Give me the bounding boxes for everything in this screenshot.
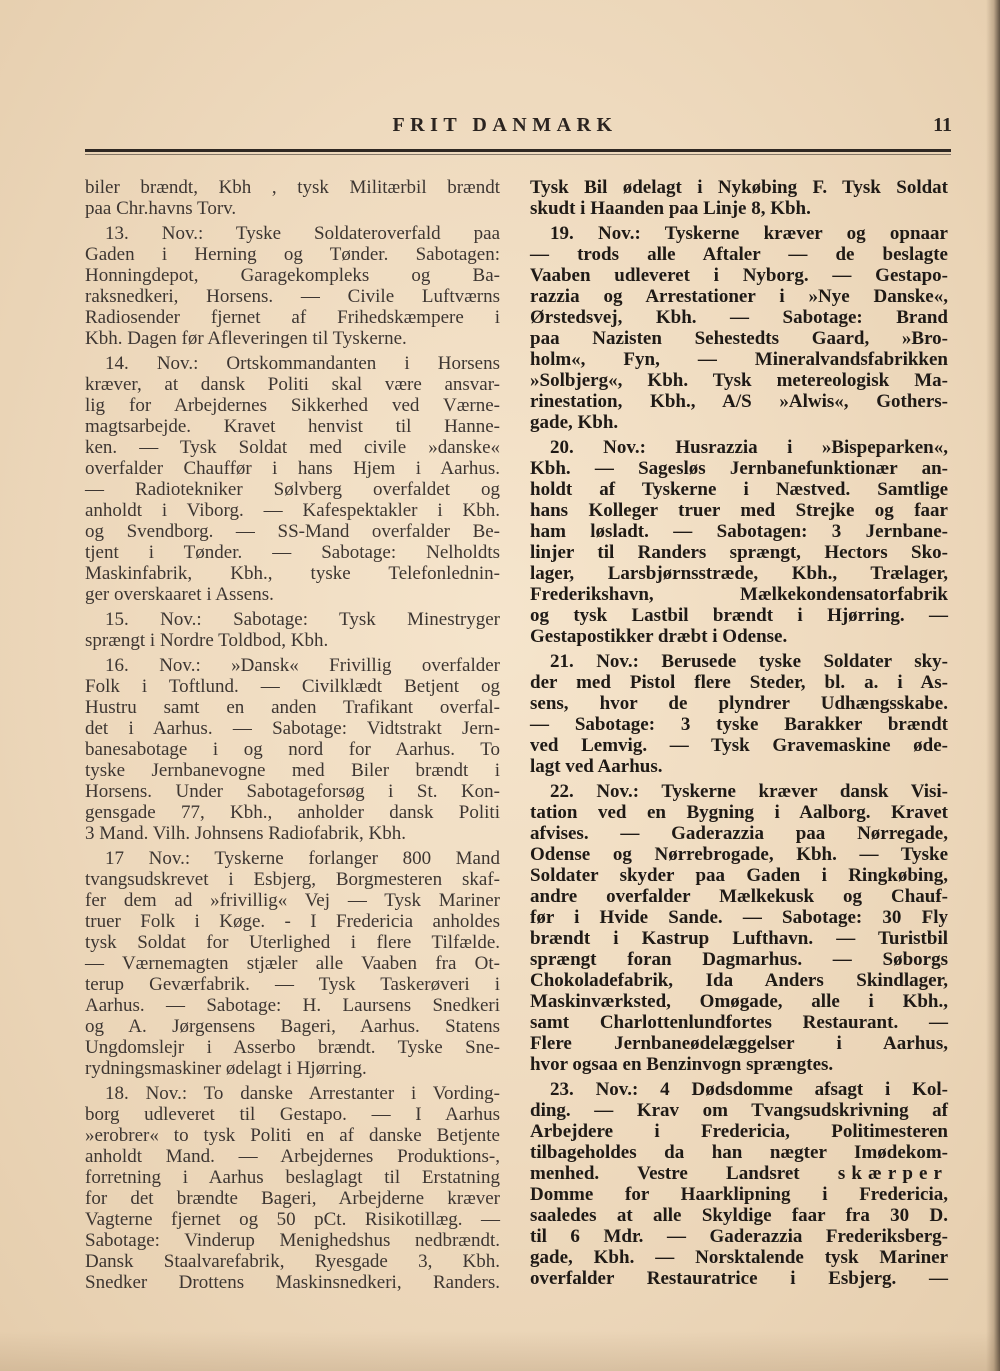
- news-paragraph: [530, 781, 948, 1075]
- news-paragraph: [85, 609, 500, 651]
- text-line: 15. Nov.: Sabotage: Tysk Minestryger: [105, 609, 500, 630]
- text-line: borg udleveret til Gestapo. — I Aarhus: [85, 1104, 500, 1125]
- text-line: [530, 1163, 948, 1184]
- text-line: Vagterne fjernet og 50 pCt. Risikotillæg. —: [85, 1209, 500, 1230]
- news-paragraph: [85, 223, 500, 349]
- text-line: Kbh. — Sagesløs Jernbanefunktionær an-: [530, 458, 948, 479]
- page-number: 11: [933, 114, 952, 136]
- text-line: Snedker Drottens Maskinsnedkeri, Randers.: [85, 1272, 500, 1293]
- text-line: ding. — Krav om Tvangsudskrivning af: [530, 1100, 948, 1121]
- text-line: sens, hvor de plyndrer Udhængsskabe.: [530, 693, 948, 714]
- text-line: hvor ogsaa en Benzinvogn sprængtes.: [530, 1054, 834, 1075]
- text-line: 17 Nov.: Tyskerne forlanger 800 Mand: [105, 848, 500, 869]
- page-edge-shadow: [986, 0, 1000, 1371]
- text-line: sprængt i Nordre Toldbod, Kbh.: [85, 630, 329, 651]
- news-paragraph: [85, 353, 500, 605]
- text-line: Horsens. Under Sabotageforsøg i St. Kon-: [85, 781, 500, 802]
- text-line: ved Lemvig. — Tysk Gravemaskine øde-: [530, 735, 948, 756]
- text-line: overfalder Chauffør i hans Hjem i Aarhus.: [85, 458, 500, 479]
- text-line: Honningdepot, Garagekompleks og Ba-: [85, 265, 500, 286]
- text-line: tysk Soldat for Uterlighed i flere Tilfælde.: [85, 932, 500, 953]
- text-line: anholdt i Viborg. — Kafespektakler i Kbh.: [85, 500, 500, 521]
- emphasized-word: skærper: [837, 1163, 948, 1184]
- text-line: lager, Larsbjørnsstræde, Kbh., Trælager,: [530, 563, 948, 584]
- text-line: tation ved en Bygning i Aalborg. Kravet: [530, 802, 948, 823]
- text-line: Frederikshavn, Mælkekondensatorfabrik: [530, 584, 948, 605]
- text-line: Gestapostikker dræbt i Odense.: [530, 626, 788, 647]
- text-line: 23. Nov.: 4 Dødsdomme afsagt i Kol-: [550, 1079, 948, 1100]
- right-column: [530, 177, 948, 1289]
- text-line: gade, Kbh.: [530, 412, 619, 433]
- text-line: 20. Nov.: Husrazzia i »Bispeparken«,: [550, 437, 948, 458]
- text-line: overfalder Restauratrice i Esbjerg. —: [530, 1268, 948, 1289]
- news-paragraph: [85, 655, 500, 844]
- text-line: Kbh. Dagen før Afleveringen til Tyskerne.: [85, 328, 407, 349]
- text-line: Maskinfabrik, Kbh., tyske Telefonlednin-: [85, 563, 500, 584]
- text-line: banesabotage i og nord for Aarhus. To: [85, 739, 500, 760]
- left-column: [85, 177, 500, 1293]
- text-line: magtsarbejde. Kravet henvist til Hanne-: [85, 416, 500, 437]
- text-line: Vaaben udleveret i Nyborg. — Gestapo-: [530, 265, 948, 286]
- text-line: rydningsmaskiner ødelagt i Hjørring.: [85, 1058, 367, 1079]
- text-line: anholdt Mand. — Arbejdernes Produktions-,: [85, 1146, 500, 1167]
- newspaper-title: FRIT DANMARK: [392, 114, 618, 136]
- text-line: tvangsudskrevet i Esbjerg, Borgmesteren skaf-: [85, 869, 500, 890]
- text-line: afvises. — Gaderazzia paa Nørregade,: [530, 823, 948, 844]
- text-line: 16. Nov.: »Dansk« Frivillig overfalder: [105, 655, 500, 676]
- text-line: »erobrer« to tysk Politi en af danske Betjente: [85, 1125, 500, 1146]
- news-paragraph: [530, 223, 948, 433]
- text-line: — trods alle Aftaler — de beslagte: [530, 244, 948, 265]
- text-line: linjer til Randers sprængt, Hectors Sko-: [530, 542, 948, 563]
- text-line: 21. Nov.: Berusede tyske Soldater sky-: [550, 651, 948, 672]
- text-line: holdt af Tyskerne i Næstved. Samtlige: [530, 479, 948, 500]
- header-rule-thin: [85, 154, 951, 155]
- text-line: truer Folk i Køge. - I Fredericia anholdes: [85, 911, 500, 932]
- news-paragraph: [85, 177, 500, 219]
- text-line: og Svendborg. — SS-Mand overfalder Be-: [85, 521, 500, 542]
- text-line: Ungdomslejr i Asserbo brændt. Tyske Sne-: [85, 1037, 500, 1058]
- text-line: Ørstedsvej, Kbh. — Sabotage: Brand: [530, 307, 948, 328]
- text-line: fer dem ad »frivillig« Vej — Tysk Mariner: [85, 890, 500, 911]
- text-line: tilbageholdes da han nægter Imødekom-: [530, 1142, 948, 1163]
- text-line: ger overskaaret i Assens.: [85, 584, 274, 605]
- news-paragraph: [530, 177, 948, 219]
- text-line: Hustru samt en anden Trafikant overfal-: [85, 697, 500, 718]
- news-paragraph: [530, 437, 948, 647]
- text-line: Tysk Bil ødelagt i Nykøbing F. Tysk Soldat: [530, 177, 948, 198]
- text-line: 13. Nov.: Tyske Soldateroverfald paa: [105, 223, 500, 244]
- text-line: Maskinværksted, Omøgade, alle i Kbh.,: [530, 991, 948, 1012]
- text-run: menhed. Vestre Landsret: [530, 1163, 838, 1184]
- text-line: Domme for Haarklipning i Fredericia,: [530, 1184, 948, 1205]
- text-line: gade, Kbh. — Norsktalende tysk Mariner: [530, 1247, 948, 1268]
- text-line: biler brændt, Kbh , tysk Militærbil brændt: [85, 177, 500, 198]
- text-line: holm«, Fyn, — Mineralvandsfabrikken: [530, 349, 948, 370]
- text-line: paa Chr.havns Torv.: [85, 198, 237, 219]
- text-line: Dansk Staalvarefabrik, Ryesgade 3, Kbh.: [85, 1251, 500, 1272]
- text-line: og tysk Lastbil brændt i Hjørring. —: [530, 605, 948, 626]
- news-paragraph: [530, 651, 948, 777]
- text-line: samt Charlottenlundfortes Restaurant. —: [530, 1012, 948, 1033]
- text-line: razzia og Arrestationer i »Nye Danske«,: [530, 286, 948, 307]
- text-line: sprængt foran Dagmarhus. — Søborgs: [530, 949, 948, 970]
- text-line: tyske Jernbanevogne med Biler brændt i: [85, 760, 500, 781]
- text-line: andre overfalder Mælkekusk og Chauf-: [530, 886, 948, 907]
- text-line: rinestation, Kbh., A/S »Alwis«, Gothers-: [530, 391, 948, 412]
- text-line: Chokoladefabrik, Ida Anders Skindlager,: [530, 970, 948, 991]
- text-line: ham løsladt. — Sabotagen: 3 Jernbane-: [530, 521, 948, 542]
- text-line: forretning i Aarhus beslaglagt til Erstatning: [85, 1167, 500, 1188]
- text-line: 19. Nov.: Tyskerne kræver og opnaar: [550, 223, 948, 244]
- text-line: Radiosender fjernet af Frihedskæmpere i: [85, 307, 500, 328]
- news-paragraph: [85, 848, 500, 1079]
- text-line: saaledes at alle Skyldige faar fra 30 D.: [530, 1205, 948, 1226]
- text-line: Gaden i Herning og Tønder. Sabotagen:: [85, 244, 500, 265]
- text-line: Odense og Nørrebrogade, Kbh. — Tyske: [530, 844, 948, 865]
- header-rule: [85, 149, 951, 152]
- news-paragraph: [85, 1083, 500, 1293]
- text-line: 14. Nov.: Ortskommandanten i Horsens: [105, 353, 500, 374]
- text-line: før i Hvide Sande. — Sabotage: 30 Fly: [530, 907, 948, 928]
- text-line: terup Geværfabrik. — Tysk Taskerøveri i: [85, 974, 500, 995]
- text-line: kræver, at dansk Politi skal være ansvar-: [85, 374, 500, 395]
- text-line: tjent i Tønder. — Sabotage: Nelholdts: [85, 542, 500, 563]
- text-line: 18. Nov.: To danske Arrestanter i Vording-: [105, 1083, 500, 1104]
- text-line: raksnedkeri, Horsens. — Civile Luftværns: [85, 286, 500, 307]
- text-line: »Solbjerg«, Kbh. Tysk metereologisk Ma-: [530, 370, 948, 391]
- text-line: Folk i Toftlund. — Civilklædt Betjent og: [85, 676, 500, 697]
- text-line: til 6 Mdr. — Gaderazzia Frederiksberg-: [530, 1226, 948, 1247]
- text-line: Sabotage: Vinderup Menighedshus nedbrændt.: [85, 1230, 500, 1251]
- text-line: — Sabotage: 3 tyske Barakker brændt: [530, 714, 948, 735]
- page-bottom-shade: [0, 1331, 1000, 1371]
- text-line: — Værnemagten stjæler alle Vaaben fra Ot-: [85, 953, 500, 974]
- text-line: brændt i Kastrup Lufthavn. — Turistbil: [530, 928, 948, 949]
- text-line: Flere Jernbaneødelæggelser i Aarhus,: [530, 1033, 948, 1054]
- text-line: gensgade 77, Kbh., anholder dansk Politi: [85, 802, 500, 823]
- text-line: Arbejdere i Fredericia, Politimesteren: [530, 1121, 948, 1142]
- text-line: ken. — Tysk Soldat med civile »danske«: [85, 437, 500, 458]
- text-line: og A. Jørgensens Bageri, Aarhus. Statens: [85, 1016, 500, 1037]
- text-line: 3 Mand. Vilh. Johnsens Radiofabrik, Kbh.: [85, 823, 406, 844]
- text-line: for det brændte Bageri, Arbejderne kræver: [85, 1188, 500, 1209]
- news-paragraph: [530, 1079, 948, 1289]
- text-line: hans Kolleger truer med Strejke og faar: [530, 500, 948, 521]
- text-line: der med Pistol flere Steder, bl. a. i As-: [530, 672, 948, 693]
- text-line: skudt i Haanden paa Linje 8, Kbh.: [530, 198, 811, 219]
- text-line: — Radiotekniker Sølvberg overfaldet og: [85, 479, 500, 500]
- text-line: lagt ved Aarhus.: [530, 756, 663, 777]
- text-line: 22. Nov.: Tyskerne kræver dansk Visi-: [550, 781, 948, 802]
- text-line: Aarhus. — Sabotage: H. Laursens Snedkeri: [85, 995, 500, 1016]
- text-line: Soldater skyder paa Gaden i Ringkøbing,: [530, 865, 948, 886]
- text-line: paa Nazisten Sehestedts Gaard, »Bro-: [530, 328, 948, 349]
- text-line: det i Aarhus. — Sabotage: Vidtstrakt Jern-: [85, 718, 500, 739]
- text-line: lig for Arbejdernes Sikkerhed ved Værne-: [85, 395, 500, 416]
